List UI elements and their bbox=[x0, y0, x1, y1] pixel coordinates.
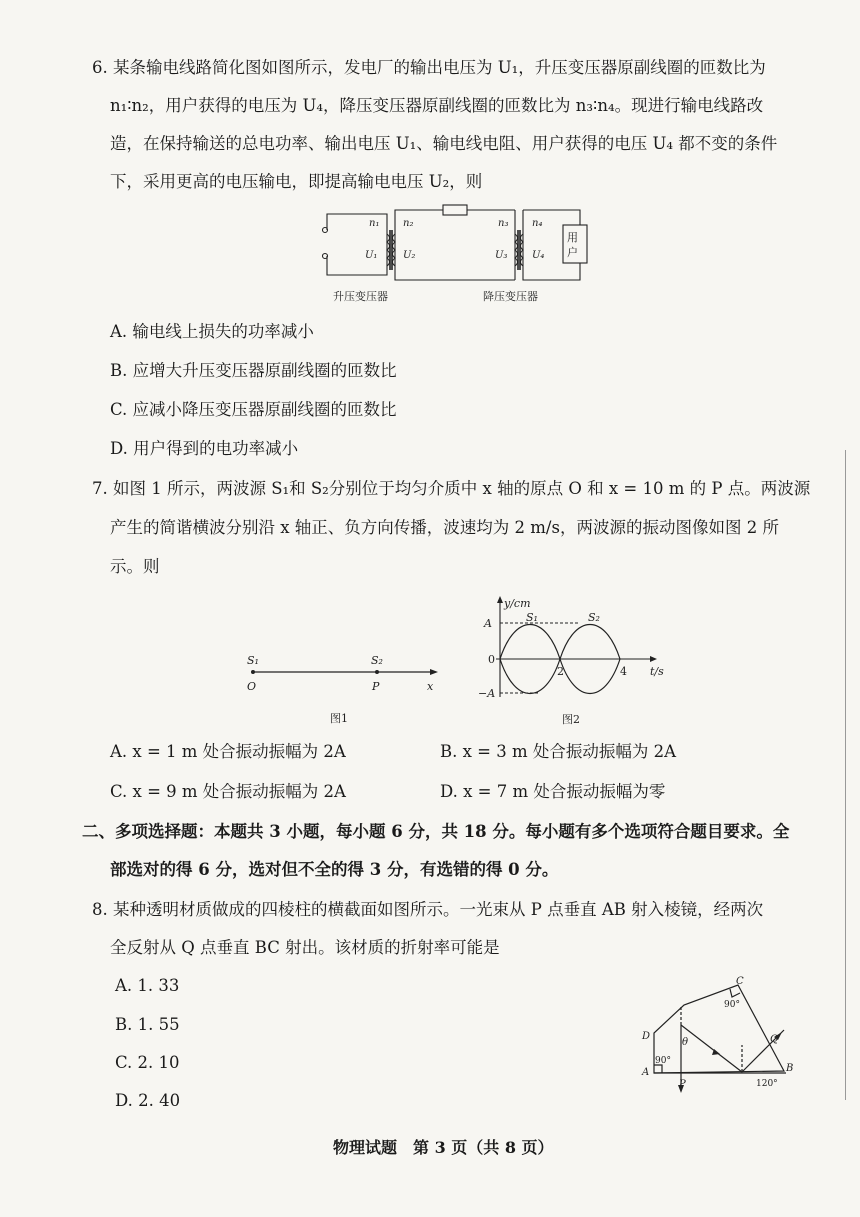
step-down-caption: 降压变压器 bbox=[483, 290, 538, 303]
q6-line-1: 6. 某条输电线路简化图如图所示，发电厂的输出电压为 U₁，升压变压器原副线圈的匝数比为 bbox=[92, 58, 766, 77]
q8-option-b: B. 1. 55 bbox=[115, 1015, 180, 1034]
y-axis-label: y/cm bbox=[504, 597, 531, 610]
q8-prism-diagram bbox=[636, 975, 806, 1105]
q6-transformer-diagram bbox=[315, 200, 615, 310]
q6-option-b: B. 应增大升压变压器原副线圈的匝数比 bbox=[110, 361, 397, 380]
section-2-heading-2: 部选对的得 6 分，选对但不全的得 3 分，有选错的得 0 分。 bbox=[110, 860, 559, 879]
vertex-c: C bbox=[736, 976, 744, 987]
q8-option-c: C. 2. 10 bbox=[115, 1053, 180, 1072]
q6-line-3: 造，在保持输送的总电功率、输出电压 U₁、输电线电阻、用户获得的电压 U₄ 都不变的条件 bbox=[110, 134, 778, 153]
s2-label: S₂ bbox=[371, 654, 383, 667]
page-footer: 物理试题 第 3 页（共 8 页） bbox=[333, 1138, 554, 1157]
q7-option-a: A. x = 1 m 处合振动振幅为 2A bbox=[110, 742, 346, 761]
t4-label: 4 bbox=[620, 665, 627, 678]
angle-120-b: 120° bbox=[756, 1079, 778, 1089]
label-n2: n₂ bbox=[403, 218, 414, 229]
label-u3: U₃ bbox=[495, 250, 508, 261]
label-u2: U₂ bbox=[403, 250, 416, 261]
fig1-caption: 图1 bbox=[330, 712, 348, 725]
angle-90-c: 90° bbox=[724, 1000, 740, 1010]
q6-option-a: A. 输电线上损失的功率减小 bbox=[110, 322, 314, 341]
label-n3: n₃ bbox=[498, 218, 509, 229]
q7-line-2: 产生的简谐横波分别沿 x 轴正、负方向传播，波速均为 2 m/s，两波源的振动图像如图 2 所 bbox=[110, 518, 779, 537]
q8-option-d: D. 2. 40 bbox=[115, 1091, 181, 1110]
origin-label: O bbox=[247, 680, 257, 693]
q6-line-4: 下，采用更高的电压输电，即提高输电电压 U₂，则 bbox=[110, 172, 483, 191]
point-p: P bbox=[679, 1079, 686, 1090]
user-label: 用 bbox=[567, 231, 578, 244]
label-u1: U₁ bbox=[365, 250, 378, 261]
s1-label: S₁ bbox=[247, 654, 259, 667]
amp-a-label: A bbox=[484, 617, 492, 630]
p-label: P bbox=[372, 680, 380, 693]
q8-option-a: A. 1. 33 bbox=[115, 976, 180, 995]
q7-figure-2 bbox=[470, 595, 670, 730]
angle-90-a: 90° bbox=[655, 1056, 671, 1066]
user-label-2: 户 bbox=[567, 246, 578, 259]
q7-line-3: 示。则 bbox=[110, 557, 160, 576]
vertex-d: D bbox=[642, 1031, 651, 1042]
q7-option-b: B. x = 3 m 处合振动振幅为 2A bbox=[440, 742, 677, 761]
zero-label: 0 bbox=[488, 653, 495, 666]
neg-amp-label: −A bbox=[478, 687, 496, 700]
q7-figure-1 bbox=[235, 650, 445, 730]
label-n1: n₁ bbox=[369, 218, 380, 229]
t2-label: 2 bbox=[557, 665, 564, 678]
q6-option-d: D. 用户得到的电功率减小 bbox=[110, 439, 299, 458]
q8-line-2: 全反射从 Q 点垂直 BC 射出。该材质的折射率可能是 bbox=[110, 938, 500, 957]
wave-s1-label: S₁ bbox=[526, 611, 538, 624]
x-axis-label: x bbox=[427, 680, 434, 693]
fig2-caption: 图2 bbox=[562, 713, 580, 726]
section-2-heading: 二、多项选择题：本题共 3 小题，每小题 6 分，共 18 分。每小题有多个选项符合题目要求。全 bbox=[82, 822, 790, 841]
label-u4: U₄ bbox=[532, 250, 545, 261]
q7-line-1: 7. 如图 1 所示，两波源 S₁和 S₂分别位于均匀介质中 x 轴的原点 O 和 x = 10 m 的 P 点。两波源 bbox=[92, 479, 811, 498]
q7-option-d: D. x = 7 m 处合振动振幅为零 bbox=[440, 782, 666, 801]
theta-label: θ bbox=[682, 1037, 689, 1048]
label-n4: n₄ bbox=[532, 218, 543, 229]
q6-option-c: C. 应减小降压变压器原副线圈的匝数比 bbox=[110, 400, 397, 419]
wave-s2-label: S₂ bbox=[588, 611, 600, 624]
q7-option-c: C. x = 9 m 处合振动振幅为 2A bbox=[110, 782, 346, 801]
vertex-b: B bbox=[786, 1063, 794, 1074]
q8-line-1: 8. 某种透明材质做成的四棱柱的横截面如图所示。一光束从 P 点垂直 AB 射入棱镜，经两次 bbox=[92, 900, 764, 919]
scan-edge-line bbox=[845, 450, 846, 1100]
step-up-caption: 升压变压器 bbox=[333, 290, 388, 303]
point-q: Q bbox=[770, 1034, 779, 1045]
q6-line-2: n₁∶n₂，用户获得的电压为 U₄，降压变压器原副线圈的匝数比为 n₃∶n₄。现进行输电线路改 bbox=[110, 96, 764, 115]
t-axis-label: t/s bbox=[650, 665, 664, 678]
vertex-a: A bbox=[642, 1067, 650, 1078]
